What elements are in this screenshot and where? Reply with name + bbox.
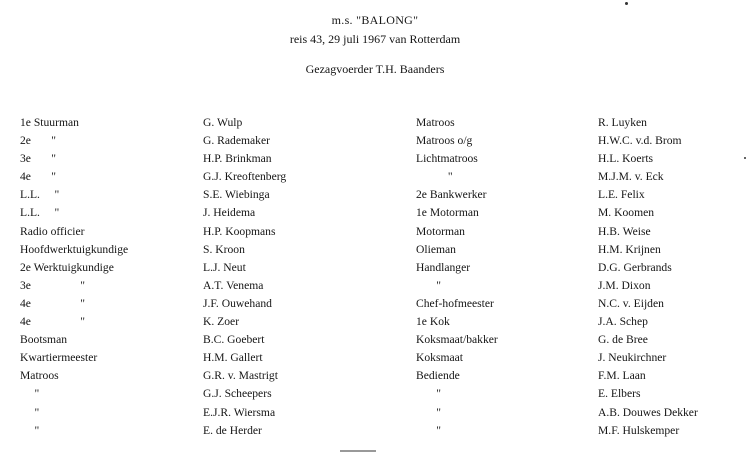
crew-name: E. Elbers [598,387,641,401]
crew-rank: " [416,170,453,184]
crew-name: S. Kroon [203,242,245,256]
crew-rank: Lichtmatroos [416,152,478,166]
crew-rank: 4e " [20,315,85,329]
crew-name: M.F. Hulskemper [598,423,680,437]
voyage-line: reis 43, 29 juli 1967 van Rotterdam [289,32,461,46]
crew-rank: " [416,423,442,437]
crew-name: H.M. Gallert [203,351,263,365]
crew-rank: 2e Werktuigkundige [20,260,114,274]
crew-name: A.T. Venema [203,278,264,292]
crew-name: B.C. Goebert [203,333,265,347]
crew-rank: Bootsman [20,333,68,347]
crew-rank: Matroos o/g [416,134,473,148]
left-rank-column [20,114,200,440]
crew-name: G.J. Kreoftenberg [203,170,287,184]
crew-rank: L.L. " [20,188,60,202]
crew-name: L.J. Neut [203,260,246,274]
crew-rank: Radio officier [20,224,85,238]
crew-name: G. Rademaker [203,134,270,148]
crew-rank: Matroos [416,116,455,129]
crew-name: K. Zoer [203,315,240,329]
crew-rank: Kwartiermeester [20,351,98,365]
crew-name: R. Luyken [598,116,647,129]
crew-rank: Bediende [416,369,460,383]
crew-name: H.P. Koopmans [203,224,276,238]
crew-rank: L.L. " [20,206,60,220]
crew-name: G. de Bree [598,333,648,347]
crew-rank: " [20,387,40,401]
crew-name: N.C. v. Eijden [598,296,664,310]
crew-rank: 3e " [20,278,85,292]
crew-name: H.P. Brinkman [203,152,272,166]
crew-name: J.F. Ouwehand [203,296,272,310]
crew-rank: " [20,423,40,437]
crew-rank: Handlanger [416,260,471,274]
left-name-column [203,114,408,440]
crew-rank: Olieman [416,242,456,256]
crew-name: S.E. Wiebinga [203,188,270,202]
crew-name: H.B. Weise [598,224,651,238]
right-rank-column [416,114,591,440]
crew-name: G. Wulp [203,116,243,129]
scan-speck [625,2,628,5]
crew-name: J.A. Schep [598,315,648,329]
crew-name: H.W.C. v.d. Brom [598,134,682,148]
scan-speck [744,157,746,159]
crew-rank: " [20,405,40,419]
crew-name: F.M. Laan [598,369,646,383]
crew-rank: 1e Motorman [416,206,479,220]
crew-rank: 2e Bankwerker [416,188,487,202]
crew-name: E. de Herder [203,423,262,437]
crew-name: D.G. Gerbrands [598,260,672,274]
crew-rank: Motorman [416,224,465,238]
crew-name: J.M. Dixon [598,278,651,292]
crew-rank: Koksmaat [416,351,464,365]
crew-name: H.M. Krijnen [598,242,661,256]
crew-name: G.R. v. Mastrigt [203,369,278,383]
crew-name: H.L. Koerts [598,152,654,166]
crew-name: M.J.M. v. Eck [598,170,664,184]
crew-rank: " [416,405,442,419]
scan-smudge [340,450,376,452]
crew-rank: Chef-hofmeester [416,296,494,310]
crew-rank: 4e " [20,170,56,184]
crew-rank: 3e " [20,152,56,166]
crew-name: A.B. Douwes Dekker [598,405,698,419]
ship-title: m.s. "BALONG" [331,13,419,27]
captain-line: Gezagvoerder T.H. Baanders [305,62,445,76]
crew-name: M. Koomen [598,206,655,220]
crew-name: G.J. Scheepers [203,387,272,401]
crew-rank: 1e Kok [416,315,450,329]
crew-rank: Koksmaat/bakker [416,333,498,347]
crew-rank: 2e " [20,134,56,148]
right-name-column [598,114,748,440]
crew-rank: " [416,278,442,292]
crew-rank: " [416,387,442,401]
crew-name: E.J.R. Wiersma [203,405,276,419]
crew-rank: Matroos [20,369,59,383]
crew-rank: Hoofdwerktuigkundige [20,242,129,256]
crew-rank: 4e " [20,296,85,310]
crew-rank: 1e Stuurman [20,116,79,129]
crew-name: L.E. Felix [598,188,645,202]
crew-name: J. Neukirchner [598,351,667,365]
crew-name: J. Heidema [203,206,256,220]
